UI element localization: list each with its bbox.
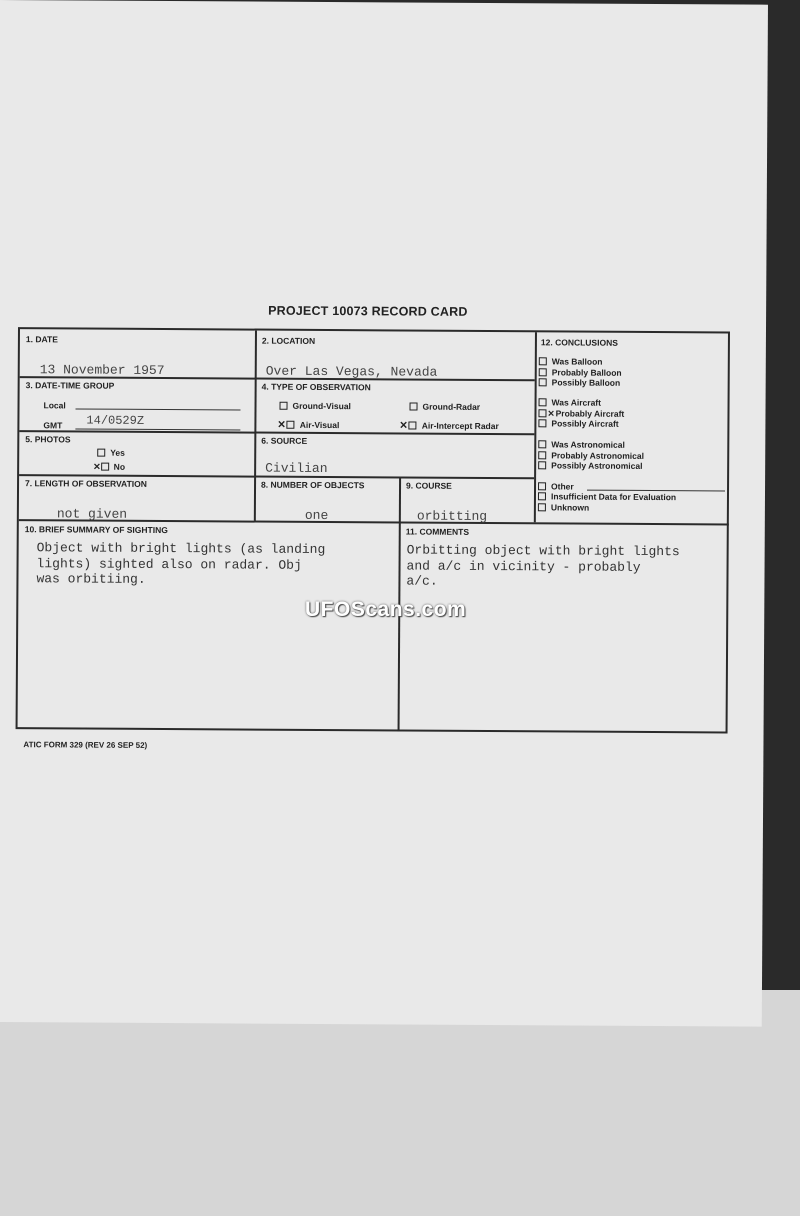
summary-line: Object with bright lights (as landing: [36, 540, 326, 557]
checkbox-icon: [539, 398, 547, 406]
conclusion-option: Was Aircraft: [539, 397, 602, 407]
conclusion-option: Possibly Astronomical: [538, 460, 642, 471]
conclusion-option: Possibly Aircraft: [538, 418, 618, 428]
checkbox-icon: [538, 482, 546, 490]
checked-x-icon: ✕: [399, 420, 408, 432]
checked-x-icon: ✕: [93, 461, 101, 472]
form-number: ATIC FORM 329 (REV 26 SEP 52): [23, 740, 148, 750]
local-line: [76, 408, 241, 410]
checkbox-icon: [539, 378, 547, 386]
conclusion-option: Probably Astronomical: [538, 450, 644, 461]
checkbox-icon: [539, 368, 547, 376]
date-label: 1. DATE: [25, 334, 58, 345]
gmt-value: 14/0529Z: [86, 413, 145, 428]
conclusion-option: Was Astronomical: [538, 439, 625, 450]
conclusion-option: Other: [538, 481, 574, 491]
course-value: orbitting: [416, 508, 488, 524]
checkbox-icon: [287, 421, 295, 429]
watermark: UFOScans.com: [305, 598, 467, 621]
conclusions-label: 12. CONCLUSIONS: [540, 337, 618, 348]
photos-no-option: ✕ No: [93, 461, 126, 472]
conclusion-option: Was Balloon: [539, 356, 603, 366]
checkbox-icon: [409, 422, 417, 430]
checkbox-icon: [538, 451, 546, 459]
summary-line: was orbitiing.: [36, 571, 146, 587]
date-value: 13 November 1957: [39, 362, 165, 379]
location-label: 2. LOCATION: [261, 335, 316, 346]
divider: [534, 332, 537, 522]
ground-visual-option: Ground-Visual: [279, 401, 350, 411]
comments-line: a/c.: [406, 573, 438, 589]
objects-value: one: [304, 507, 329, 524]
comments-line: and a/c in vicinity - probably: [406, 557, 641, 575]
form-title: PROJECT 10073 RECORD CARD: [268, 303, 468, 319]
summary-text: [36, 540, 325, 588]
course-label: 9. COURSE: [406, 480, 452, 491]
checkbox-icon: [97, 449, 105, 457]
checked-x-icon: ✕: [547, 408, 555, 419]
checkbox-icon: [538, 503, 546, 511]
record-card-form: [16, 327, 730, 733]
conclusion-option: Insufficient Data for Evaluation: [538, 491, 676, 502]
source-value: Civilian: [265, 460, 328, 477]
comments-text: [406, 542, 679, 590]
checkbox-icon: [538, 492, 546, 500]
summary-line: lights) sighted also on radar. Obj: [36, 555, 302, 573]
summary-label: 10. BRIEF SUMMARY OF SIGHTING: [24, 524, 168, 536]
local-label: Local: [43, 400, 66, 411]
checkbox-icon: [410, 403, 418, 411]
conclusion-option: ✕Probably Aircraft: [538, 408, 624, 420]
observation-type-label: 4. TYPE OF OBSERVATION: [261, 381, 371, 393]
checkbox-icon: [280, 402, 288, 410]
air-visual-option: ✕ Air-Visual: [277, 419, 340, 431]
source-label: 6. SOURCE: [261, 435, 308, 446]
checkbox-icon: [101, 463, 109, 471]
checkbox-icon: [538, 409, 546, 417]
conclusion-option: Probably Balloon: [539, 367, 622, 378]
comments-line: Orbitting object with bright lights: [406, 542, 680, 560]
checkbox-icon: [538, 419, 546, 427]
dtg-label: 3. DATE-TIME GROUP: [25, 380, 115, 391]
air-intercept-radar-option: ✕ Air-Intercept Radar: [399, 420, 499, 432]
length-label: 7. LENGTH OF OBSERVATION: [25, 478, 147, 489]
photos-yes-option: Yes: [97, 448, 125, 458]
photos-label: 5. PHOTOS: [25, 434, 71, 445]
checkbox-icon: [539, 357, 547, 365]
comments-label: 11. COMMENTS: [405, 526, 470, 537]
conclusion-option: Possibly Balloon: [539, 377, 621, 387]
objects-label: 8. NUMBER OF OBJECTS: [261, 479, 365, 491]
conclusion-option: Unknown: [538, 502, 589, 512]
ground-radar-option: Ground-Radar: [409, 402, 480, 412]
location-value: Over Las Vegas, Nevada: [265, 363, 438, 380]
checkbox-icon: [538, 461, 546, 469]
checkbox-icon: [538, 440, 546, 448]
divider: [254, 331, 257, 521]
gmt-label: GMT: [43, 420, 63, 431]
checked-x-icon: ✕: [277, 419, 286, 431]
length-value: not given: [56, 506, 128, 522]
